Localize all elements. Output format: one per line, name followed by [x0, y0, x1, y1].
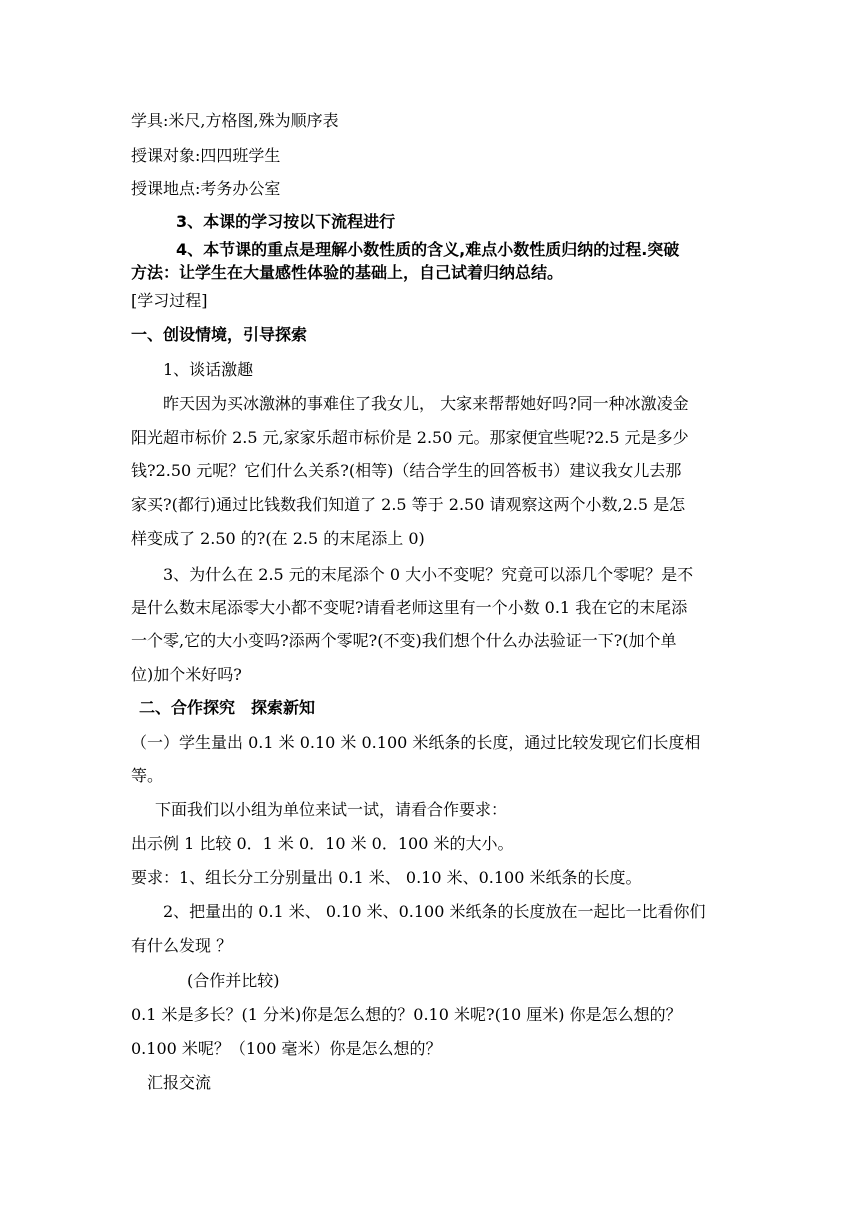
requirement-2-line-1: 2、把量出的 0.1 米、 0.10 米、0.100 米纸条的长度放在一起比一比看你们 [163, 902, 706, 921]
paragraph-2-line-2: 是什么数末尾添零大小都不变呢?请看老师这里有一个小数 0.1 我在它的末尾添 [131, 598, 688, 617]
line-item-4: 4、本节课的重点是理解小数性质的含义,难点小数性质归纳的过程.突破 [176, 240, 680, 259]
question-line-1: 0.1 米是多长？(1 分米)你是怎么想的？0.10 米呢?(10 厘米) 你是怎么想的？ [131, 1005, 682, 1024]
heading-section-2: 二、合作探究 探索新知 [139, 698, 316, 717]
report-exchange: 汇报交流 [147, 1073, 212, 1092]
line-materials: 学具:米尺,方格图,殊为顺序表 [131, 111, 339, 130]
line-item-3: 3、本课的学习按以下流程进行 [176, 212, 396, 231]
paragraph-3-line-2: 等。 [131, 766, 164, 785]
heading-section-1: 一、创设情境，引导探索 [131, 325, 308, 344]
paragraph-2-line-3: 一个零,它的大小变吗?添两个零呢?(不变)我们想个什么办法验证一下?(加个单 [131, 631, 677, 650]
subheading-talk: 1、谈话激趣 [163, 360, 254, 379]
line-item-4-cont: 方法：让学生在大量感性体验的基础上，自己试着归纳总结。 [131, 263, 564, 282]
paragraph-1-line-3: 钱?2.50 元呢？它们什么关系?(相等)（结合学生的回答板书）建议我女儿去那 [131, 461, 682, 480]
requirement-2-line-2: 有什么发现 ？ [131, 936, 233, 955]
paragraph-1-line-2: 阳光超市标价 2.5 元,家家乐超市标价是 2.50 元。那家便宜些呢?2.5 元是多少 [131, 428, 689, 447]
line-audience: 授课对象:四四班学生 [131, 146, 281, 165]
paragraph-1-line-4: 家买?(都行)通过比钱数我们知道了 2.5 等于 2.50 请观察这两个小数,2.5 是怎 [131, 495, 686, 514]
cooperate-compare: (合作并比较) [187, 971, 280, 990]
requirement-1: 要求：1、组长分工分别量出 0.1 米、 0.10 米、0.100 米纸条的长度。 [131, 868, 642, 887]
line-location: 授课地点:考务办公室 [131, 179, 281, 198]
example-1: 出示例 1 比较 0．1 米 0．10 米 0．100 米的大小。 [131, 834, 514, 853]
section-learning-process: [学习过程] [131, 291, 208, 310]
paragraph-1-line-5: 样变成了 2.50 的?(在 2.5 的末尾添上 0) [131, 529, 425, 548]
paragraph-2-line-1: 3、为什么在 2.5 元的末尾添个 0 大小不变呢？究竟可以添几个零呢？是不 [163, 565, 694, 584]
paragraph-1-line-1: 昨天因为买冰激淋的事难住了我女儿， 大家来帮帮她好吗?同一种冰激凌金 [163, 394, 689, 413]
question-line-2: 0.100 米呢？（100 毫米）你是怎么想的？ [131, 1039, 442, 1058]
paragraph-4: 下面我们以小组为单位来试一试，请看合作要求： [155, 800, 508, 819]
paragraph-3-line-1: （一）学生量出 0.1 米 0.10 米 0.100 米纸条的长度，通过比较发现它们长度相 [131, 733, 701, 752]
paragraph-2-line-4: 位)加个米好吗? [131, 665, 242, 684]
